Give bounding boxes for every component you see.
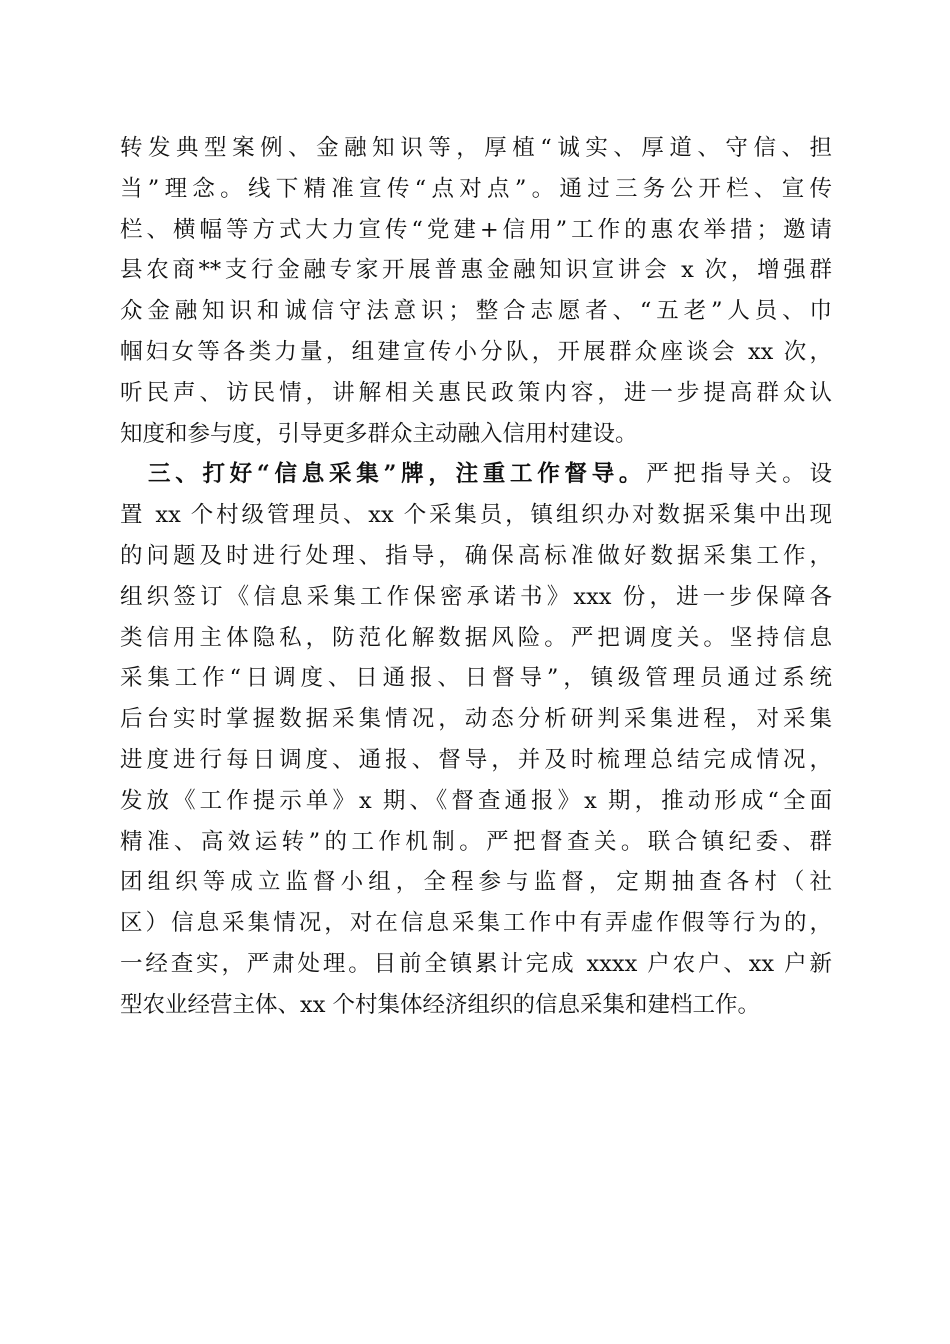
text-line: 发放《工作提示单》x 期、《督查通报》x 期，推动形成“全面 <box>120 787 832 814</box>
text-line: 精准、高效运转”的工作机制。严把督查关。联合镇纪委、群 <box>120 828 832 855</box>
text-line: 帼妇女等各类力量，组建宣传小分队，开展群众座谈会 xx 次， <box>120 338 832 365</box>
text-line: 转发典型案例、金融知识等，厚植“诚实、厚道、守信、担 <box>120 135 832 161</box>
text-line: 县农商**支行金融专家开展普惠金融知识宣讲会 x 次，增强群 <box>120 257 832 284</box>
text-line: 进度进行每日调度、通报、督导，并及时梳理总结完成情况， <box>120 746 832 773</box>
section-heading: 三、打好“信息采集”牌，注重工作督导。 <box>148 461 647 488</box>
text-line: 团组织等成立监督小组，全程参与监督，定期抽查各村（社 <box>120 869 832 896</box>
text-line: 一经查实，严肃处理。目前全镇累计完成 xxxx 户农户、xx 户新 <box>120 950 832 977</box>
text-line: 的问题及时进行处理、指导，确保高标准做好数据采集工作， <box>120 542 832 569</box>
text-line: 栏、横幅等方式大力宣传“党建+信用”工作的惠农举措；邀请 <box>120 216 832 243</box>
text-line: 类信用主体隐私，防范化解数据风险。严把调度关。坚持信息 <box>120 624 832 651</box>
paragraph-1 <box>120 128 832 454</box>
text-line: 采集工作“日调度、日通报、日督导”，镇级管理员通过系统 <box>120 665 832 692</box>
text-line <box>120 454 832 495</box>
text-line: 置 xx 个村级管理员、xx 个采集员，镇组织办对数据采集中出现 <box>120 502 832 529</box>
text-line: 知度和参与度，引导更多群众主动融入信用村建设。 <box>120 420 638 447</box>
text-line: 组织签订《信息采集工作保密承诺书》xxx 份，进一步保障各 <box>120 583 832 610</box>
text-line: 后台实时掌握数据采集情况，动态分析研判采集进程，对采集 <box>120 706 832 733</box>
heading-line-rest: 严把指导关。设 <box>646 461 832 488</box>
text-line: 区）信息采集情况，对在信息采集工作中有弄虚作假等行为的， <box>120 910 832 937</box>
text-line: 听民声、访民情，讲解相关惠民政策内容，进一步提高群众认 <box>120 379 832 406</box>
text-line: 当”理念。线下精准宣传“点对点”。通过三务公开栏、宣传 <box>120 175 832 202</box>
text-line: 型农业经营主体、xx 个村集体经济组织的信息采集和建档工作。 <box>120 991 761 1018</box>
body-text <box>120 128 832 1026</box>
text-line: 众金融知识和诚信守法意识；整合志愿者、“五老”人员、巾 <box>120 298 832 325</box>
paragraph-2 <box>120 454 832 1025</box>
